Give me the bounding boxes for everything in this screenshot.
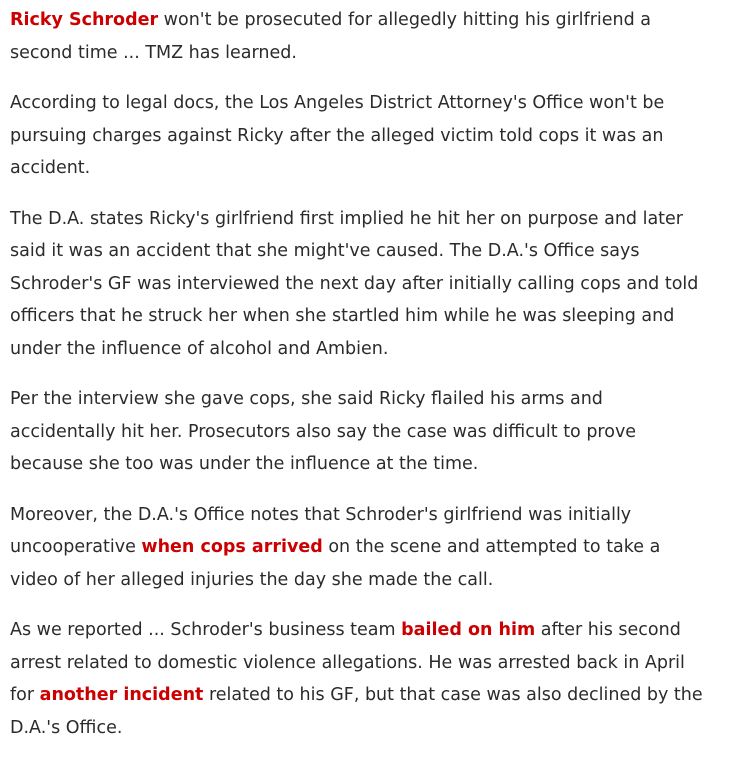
paragraph-2: According to legal docs, the Los Angeles District Attorney's Office won't be pursuing charges against Ricky after the alleged victim told cops it was an accident. <box>10 93 665 178</box>
another-incident-link[interactable]: another incident <box>39 685 204 705</box>
paragraph-5-text-before: Moreover, the D.A.'s Office notes that Schroder's girlfriend was initially uncooperative <box>10 504 632 557</box>
paragraph-3: The D.A. states Ricky's girlfriend first implied he hit her on purpose and later said it was an accident that she might've caused. The D.A.'s Office says Schroder's GF was interviewed the next day after initially calling cops and told officers that he struck her when she startled him while he was sleeping and under the influence of alcohol and Ambien. <box>10 208 699 359</box>
paragraph-6-text-before: As we reported ... Schroder's business team <box>10 620 402 640</box>
when-cops-arrived-link[interactable]: when cops arrived <box>141 537 323 557</box>
paragraph-4: Per the interview she gave cops, she said Ricky flailed his arms and accidentally hit her. Prosecutors also say the case was difficult to prove because she too was under the influence at the time. <box>10 389 637 474</box>
paragraph-6-text-middle: after his second arrest related to domestic violence allegations. He was arrested back in April for <box>10 620 685 705</box>
paragraph-6-text-after: related to his GF, but that case was also declined by the D.A.'s Office. <box>10 685 703 738</box>
paragraph-5 <box>10 499 710 597</box>
paragraph-5-text-after: on the scene and attempted to take a video of her alleged injuries the day she made the call. <box>10 537 661 590</box>
paragraph-1-text: won't be prosecuted for allegedly hitting his girlfriend a second time ... TMZ has learned. <box>10 10 652 63</box>
paragraph-6 <box>10 614 710 744</box>
bailed-on-him-link[interactable]: bailed on him <box>401 620 536 640</box>
paragraph-1 <box>10 4 710 69</box>
ricky-schroder-link[interactable]: Ricky Schroder <box>10 10 159 30</box>
